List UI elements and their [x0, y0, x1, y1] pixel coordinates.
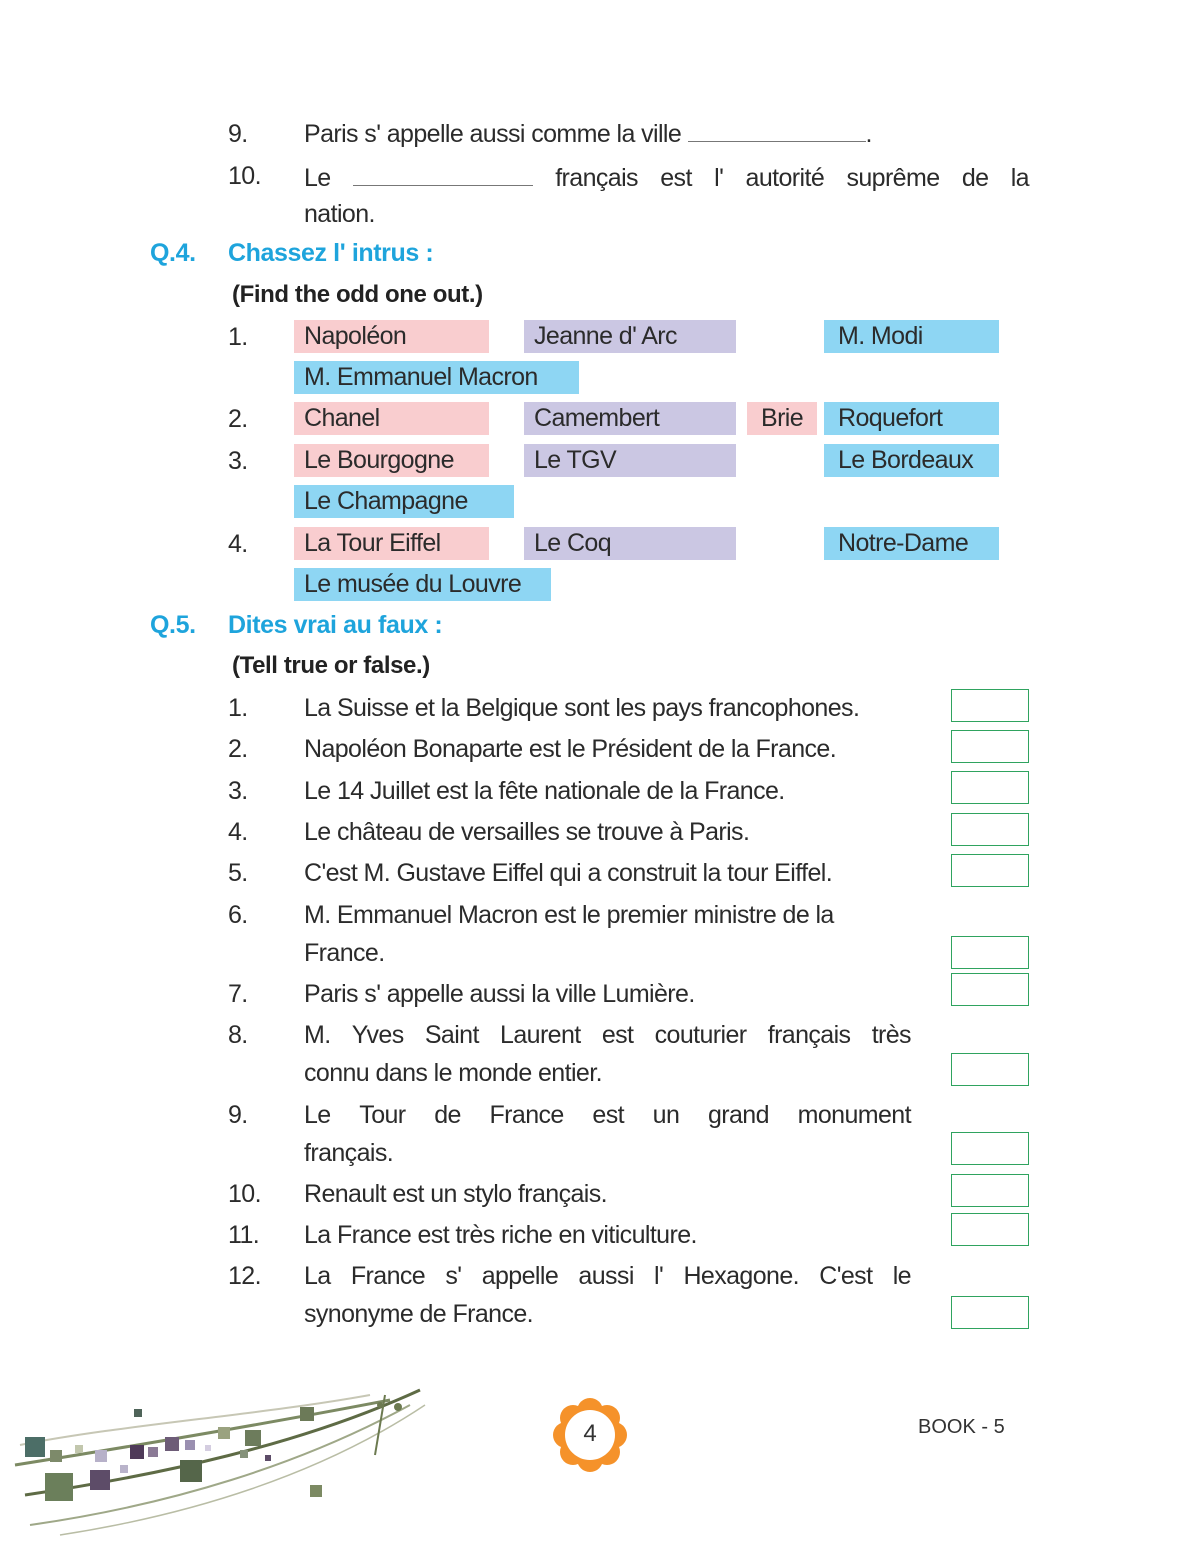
q5-item-1-number: 1. — [228, 694, 248, 722]
q5-item-12-text — [304, 1259, 911, 1293]
q5-item-11-number: 11. — [228, 1221, 260, 1249]
q5-item-8-text — [304, 1018, 911, 1052]
q3-item-9-blank — [688, 141, 866, 142]
q5-item-3-answer-box[interactable] — [951, 771, 1029, 804]
q5-item-8-word: français — [767, 1021, 851, 1049]
q5-item-5-text: C'est M. Gustave Eiffel qui a construit la tour Eiffel. — [304, 859, 833, 887]
book-label: BOOK - 5 — [918, 1416, 1005, 1438]
q5-item-9-word: grand — [707, 1101, 769, 1129]
q5-item-8-number: 8. — [228, 1021, 248, 1049]
q4-row-1-number: 1. — [228, 323, 248, 351]
q3-item-10-line2: nation. — [304, 200, 375, 228]
q4-row-1-option-a[interactable]: Napoléon — [294, 320, 489, 353]
q4-row-1-option-b[interactable]: Jeanne d' Arc — [524, 320, 736, 353]
q4-subtitle: (Find the odd one out.) — [232, 281, 483, 308]
q5-item-2-answer-box[interactable] — [951, 730, 1029, 763]
q5-item-2-number: 2. — [228, 735, 248, 763]
q5-item-8-word: est — [601, 1021, 634, 1049]
q5-item-6-answer-box[interactable] — [951, 936, 1029, 969]
q5-item-8-word: très — [871, 1021, 911, 1049]
page-number: 4 — [583, 1420, 597, 1447]
q3-item-10-word: est — [660, 164, 692, 192]
q5-item-8-word: Laurent — [500, 1021, 581, 1049]
q4-row-3-option-d[interactable]: Le Bordeaux — [824, 444, 999, 477]
q3-item-10-word: Le — [304, 164, 331, 192]
q3-item-10-word: de — [961, 164, 989, 192]
q5-item-1-text: La Suisse et la Belgique sont les pays francophones. — [304, 694, 860, 722]
q3-item-9-text-after: . — [865, 120, 872, 148]
q4-row-4-option-a[interactable]: La Tour Eiffel — [294, 527, 489, 560]
q5-item-12-word: La — [304, 1262, 331, 1290]
q5-item-4-answer-box[interactable] — [951, 813, 1029, 846]
q4-row-2-option-a[interactable]: Chanel — [294, 402, 489, 435]
q5-item-5-number: 5. — [228, 859, 248, 887]
q5-item-9-word: un — [652, 1101, 680, 1129]
q5-item-9-answer-box[interactable] — [951, 1132, 1029, 1165]
q5-item-8-word: couturier — [654, 1021, 747, 1049]
q5-item-9-word: est — [592, 1101, 624, 1129]
q5-item-9-word: Tour — [359, 1101, 406, 1129]
q3-item-10-number: 10. — [228, 162, 261, 190]
q5-item-9-text — [304, 1098, 911, 1132]
q4-row-4-option-d[interactable]: Notre-Dame — [824, 527, 999, 560]
q5-label: Q.5. — [150, 611, 196, 639]
q5-item-7-number: 7. — [228, 980, 248, 1008]
q5-item-8-text-line2: connu dans le monde entier. — [304, 1059, 602, 1087]
q4-row-2-option-b[interactable]: Camembert — [524, 402, 736, 435]
q5-item-11-answer-box[interactable] — [951, 1213, 1029, 1246]
q5-item-12-word: C'est — [819, 1262, 873, 1290]
q4-row-1-option-e[interactable]: M. Emmanuel Macron — [294, 361, 579, 394]
q5-item-10-number: 10. — [228, 1180, 261, 1208]
q5-item-7-answer-box[interactable] — [951, 973, 1029, 1006]
q4-row-2-number: 2. — [228, 405, 248, 433]
q5-item-8-word: Yves — [351, 1021, 404, 1049]
q5-item-8-word: Saint — [424, 1021, 479, 1049]
q5-item-12-word: le — [892, 1262, 911, 1290]
q4-row-3-option-b[interactable]: Le TGV — [524, 444, 736, 477]
q3-item-10-word: français — [555, 164, 638, 192]
q3-item-9-number: 9. — [228, 120, 248, 148]
q5-item-11-text: La France est très riche en viticulture. — [304, 1221, 697, 1249]
q3-item-9-text-before: Paris s' appelle aussi comme la ville — [304, 120, 682, 148]
q4-row-4-number: 4. — [228, 530, 248, 558]
q5-item-1-answer-box[interactable] — [951, 689, 1029, 722]
q3-item-10-word: suprême — [846, 164, 940, 192]
q4-row-3-option-a[interactable]: Le Bourgogne — [294, 444, 489, 477]
q5-item-12-word: France — [350, 1262, 426, 1290]
q3-item-10-word: la — [1010, 164, 1029, 192]
q5-subtitle: (Tell true or false.) — [232, 652, 430, 679]
q3-item-10-blank — [353, 159, 533, 186]
q4-row-2-option-d[interactable]: Roquefort — [824, 402, 999, 435]
q5-item-2-text: Napoléon Bonaparte est le Président de la France. — [304, 735, 837, 763]
q5-item-12-answer-box[interactable] — [951, 1296, 1029, 1329]
q5-item-12-word: l' — [654, 1262, 664, 1290]
q4-row-3-option-e[interactable]: Le Champagne — [294, 485, 514, 518]
q4-row-4-option-e[interactable]: Le musée du Louvre — [294, 568, 551, 601]
q5-item-3-number: 3. — [228, 777, 248, 805]
q5-item-9-word: France — [489, 1101, 564, 1129]
q5-item-9-word: monument — [797, 1101, 911, 1129]
q4-row-1-option-d[interactable]: M. Modi — [824, 320, 999, 353]
q5-item-4-number: 4. — [228, 818, 248, 846]
q5-item-10-text: Renault est un stylo français. — [304, 1180, 607, 1208]
q4-title: Chassez l' intrus : — [228, 239, 434, 267]
q5-item-10-answer-box[interactable] — [951, 1174, 1029, 1207]
q3-item-10-word: autorité — [745, 164, 825, 192]
q5-item-12-word: Hexagone. — [683, 1262, 799, 1290]
q5-item-4-text: Le château de versailles se trouve à Paris. — [304, 818, 750, 846]
q5-item-5-answer-box[interactable] — [951, 854, 1029, 887]
q4-row-3-number: 3. — [228, 447, 248, 475]
q5-item-9-text-line2: français. — [304, 1139, 394, 1167]
q3-item-10-line1 — [304, 159, 1029, 195]
q5-item-9-word: de — [434, 1101, 461, 1129]
q5-item-12-word: appelle — [481, 1262, 559, 1290]
q5-item-6-text-line2: France. — [304, 939, 385, 967]
q4-row-4-option-b[interactable]: Le Coq — [524, 527, 736, 560]
q5-item-7-text: Paris s' appelle aussi la ville Lumière. — [304, 980, 695, 1008]
q5-item-6-number: 6. — [228, 901, 248, 929]
q5-item-12-word: aussi — [578, 1262, 634, 1290]
q5-item-6-text: M. Emmanuel Macron est le premier ministre de la — [304, 901, 834, 929]
q4-row-2-option-c[interactable]: Brie — [747, 402, 817, 435]
q5-title: Dites vrai au faux : — [228, 611, 443, 639]
q5-item-9-word: Le — [304, 1101, 331, 1129]
decorative-swirl-graphic — [0, 1385, 430, 1545]
q3-item-9-text — [304, 117, 872, 151]
q5-item-3-text: Le 14 Juillet est la fête nationale de la France. — [304, 777, 785, 805]
q3-item-10-word: l' — [714, 164, 724, 192]
q5-item-12-number: 12. — [228, 1262, 261, 1290]
q5-item-8-word: M. — [304, 1021, 331, 1049]
q4-label: Q.4. — [150, 239, 196, 267]
q5-item-9-number: 9. — [228, 1101, 248, 1129]
q5-item-12-word: s' — [445, 1262, 462, 1290]
q5-item-12-text-line2: synonyme de France. — [304, 1300, 533, 1328]
q5-item-8-answer-box[interactable] — [951, 1053, 1029, 1086]
